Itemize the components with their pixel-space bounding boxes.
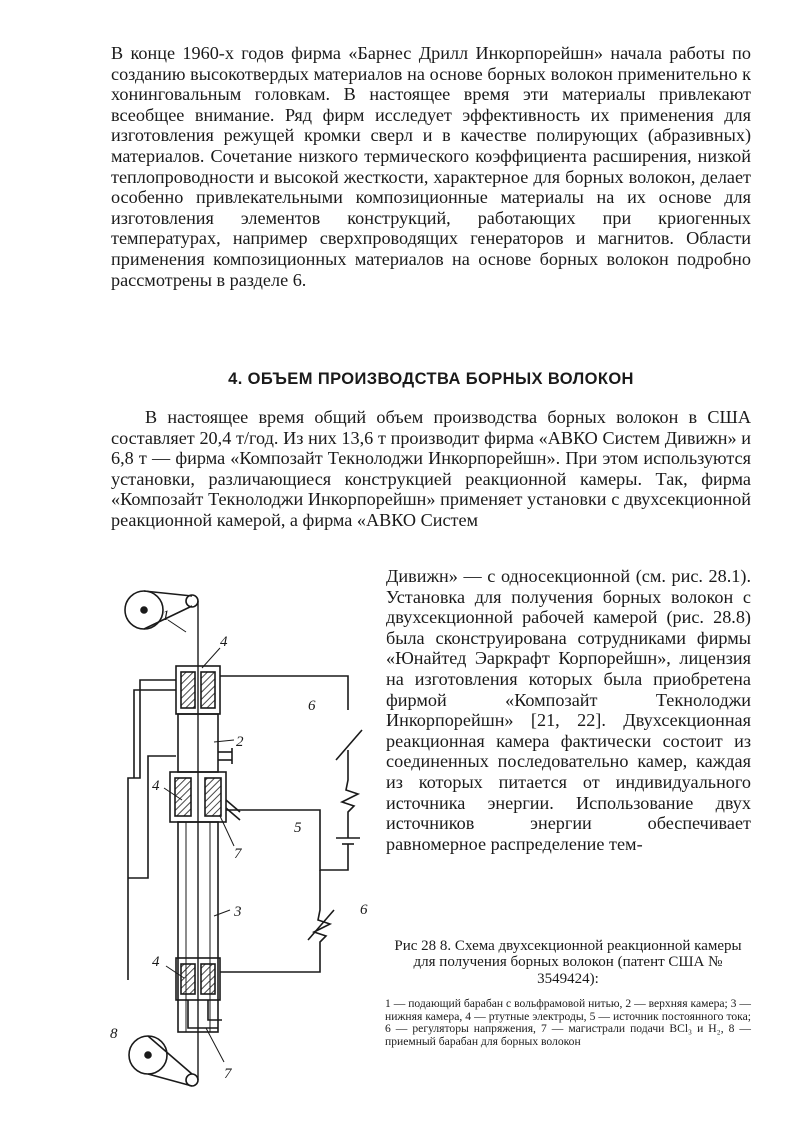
section-heading: 4. ОБЪЕМ ПРОИЗВОДСТВА БОРНЫХ ВОЛОКОН xyxy=(228,370,634,388)
label-6-top: 6 xyxy=(308,698,316,714)
electrical-circuit xyxy=(220,676,362,972)
label-7-middle: 7 xyxy=(234,846,242,862)
label-6-bottom: 6 xyxy=(360,902,368,918)
reactor-schematic-figure xyxy=(108,580,378,1110)
figure-caption: Рис 28 8. Схема двухсекционной реакционной камеры для получения борных волокон (патент США № 3549424): xyxy=(394,938,742,987)
mercury-electrode-bottom xyxy=(176,958,222,1028)
takeup-drum xyxy=(129,1036,198,1086)
label-7-bottom: 7 xyxy=(224,1066,232,1082)
mercury-electrode-middle xyxy=(170,772,240,822)
label-2: 2 xyxy=(236,734,244,750)
figure-legend: 1 — подающий барабан с вольфрамовой нитью, 2 — верхняя камера; 3 — нижняя камера, 4 — ртутные электроды, 5 — источник постоянного тока; 6 — регуляторы напряжения, 7 — магистрали подачи BCl₃ и H₂, 8 — приемный барабан для борных волокон xyxy=(385,997,751,1048)
paragraph-production-volume: В настоящее время общий объем производства борных волокон в США составляет 20,4 т/год. Из них 13,6 т производит фирма «АВКО Систем Дивижн» и 6,8 т — фирма «Композайт Текнолоджи Инкорпорейшн». При этом используются установки, различающиеся конструкцией реакционной камеры. Так, фирма «Композайт Текнолоджи Инкорпорейшн» применяет установки с двухсекционной реакционной камерой, а фирма «АВКО Систем xyxy=(111,407,751,530)
paragraph-reactor-description: Дивижн» — с односекционной (см. рис. 28.1). Установка для получения борных волокон с двухсекционной рабочей камерой (рис. 28.8) была сконструирована сотрудниками фирмы «Юнайтед Эаркрафт Корпорейшн», лицензия на изготовления которых была приобретена фирмой «Композайт Текнолоджи Инкорпорейшн» [21, 22]. Двухсекционная реакционная камера фактически состоит из соединенных последовательно камер, каждая из которых питается от индивидуального источника энергии. Использование двух источников энергии обеспечивает равномерное распределение тем- xyxy=(386,566,751,854)
callout-leaders xyxy=(164,620,234,1062)
label-5: 5 xyxy=(294,820,302,836)
label-4-middle: 4 xyxy=(152,778,160,794)
label-1: 1 xyxy=(162,608,170,624)
label-8: 8 xyxy=(110,1026,118,1042)
label-4-top: 4 xyxy=(220,634,228,650)
left-gas-tube xyxy=(128,680,176,980)
paragraph-intro: В конце 1960-х годов фирма «Барнес Дрилл Инкорпорейшн» начала работы по созданию высокотвердых материалов на основе борных волокон применительно к хонинговальным головкам. В настоящее время эти материалы привлекают всеобщее внимание. Ряд фирм исследует эффективность их применения для изготовления режущей кромки сверл и в качестве полирующих (абразивных) материалов. Сочетание низкого термического коэффициента расширения, низкой теплопроводности и высокой жесткости, характерное для борных волокон, делает особенно привлекательными композиционные материалы на их основе для изготовления элементов конструкций, работающих при криогенных температурах, например сверхпроводящих генераторов и магнитов. Области применения композиционных материалов на основе борных волокон подробно рассмотрены в разделе 6. xyxy=(111,43,751,290)
upper-chamber xyxy=(178,714,232,772)
label-4-bottom: 4 xyxy=(152,954,160,970)
label-3: 3 xyxy=(234,904,242,920)
